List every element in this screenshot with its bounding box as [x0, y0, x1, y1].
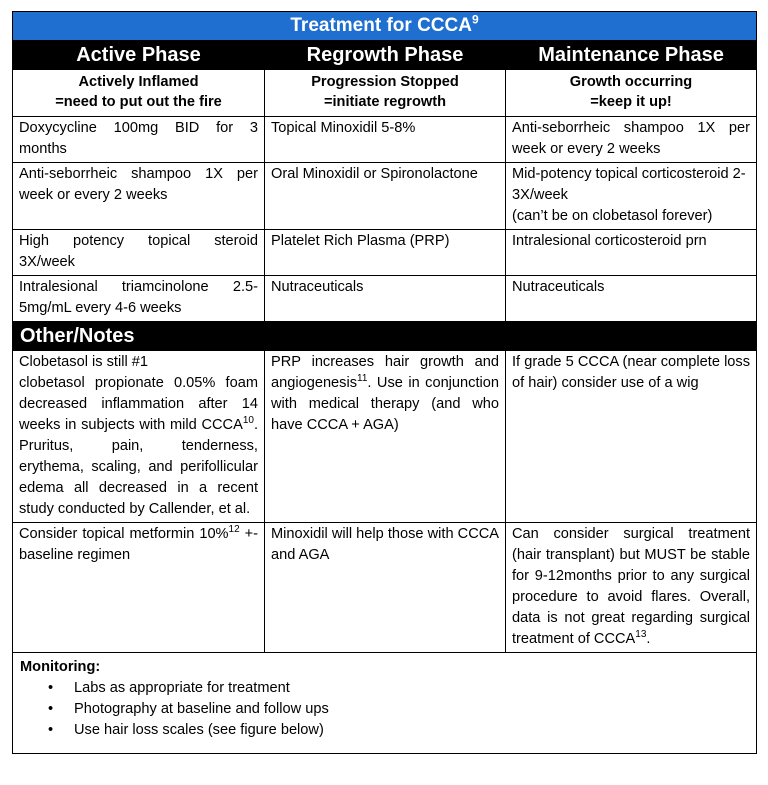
- table-cell: [13, 523, 265, 653]
- monitoring-section: [13, 653, 757, 754]
- cell-text: .: [646, 631, 651, 647]
- table-cell: If grade 5 CCCA (near complete loss of hair) consider use of a wig: [506, 351, 757, 523]
- subheader-line: =need to put out the fire: [55, 94, 222, 110]
- reference-number: 12: [228, 524, 240, 536]
- list-item: • Use hair loss scales (see figure below): [74, 720, 749, 741]
- subheader-regrowth: [265, 70, 506, 117]
- table-title: [13, 12, 757, 41]
- monitoring-heading: Monitoring:: [20, 659, 101, 675]
- subheader-line: Growth occurring: [569, 74, 693, 90]
- table-cell: Intralesional corticosteroid prn: [506, 230, 757, 276]
- phase-header-active: Active Phase: [13, 41, 265, 70]
- table-row: [13, 117, 757, 163]
- table-cell: Anti-seborrheic shampoo 1X per week or every 2 weeks: [506, 117, 757, 163]
- table-cell: Doxycycline 100mg BID for 3 months: [13, 117, 265, 163]
- cell-note: (can’t be on clobetasol forever): [512, 208, 713, 224]
- subheader-line: Actively Inflamed: [78, 74, 199, 90]
- table-cell: [13, 351, 265, 523]
- table-row: [13, 163, 757, 230]
- subheader-maintenance: [506, 70, 757, 117]
- table-row: [13, 230, 757, 276]
- phase-header-regrowth: Regrowth Phase: [265, 41, 506, 70]
- reference-number: 10: [242, 415, 254, 427]
- subheader-line: Progression Stopped: [311, 74, 459, 90]
- list-item: • Photography at baseline and follow ups: [74, 699, 749, 720]
- cell-text: . Use in conjunction with medical therapy (and who have CCCA + AGA): [271, 375, 499, 433]
- title-ref: 9: [471, 12, 479, 27]
- cell-text: +- baseline regimen: [19, 526, 258, 563]
- table-row: [13, 276, 757, 322]
- treatment-table: [12, 11, 757, 754]
- monitoring-list: [20, 678, 749, 741]
- cell-text: Mid-potency topical corticosteroid 2-3X/week: [512, 166, 746, 203]
- phase-header-maintenance: Maintenance Phase: [506, 41, 757, 70]
- subheader-line: =keep it up!: [590, 94, 672, 110]
- cell-text: Clobetasol is still #1: [19, 354, 148, 370]
- table-cell: [265, 351, 506, 523]
- table-cell: Intralesional triamcinolone 2.5-5mg/mL every 4-6 weeks: [13, 276, 265, 322]
- subheader-active: [13, 70, 265, 117]
- reference-number: 13: [635, 629, 647, 641]
- table-cell: Minoxidil will help those with CCCA and AGA: [265, 523, 506, 653]
- table-row: [13, 523, 757, 653]
- table-cell: Oral Minoxidil or Spironolactone: [265, 163, 506, 230]
- table-cell: Nutraceuticals: [506, 276, 757, 322]
- list-item: • Labs as appropriate for treatment: [74, 678, 749, 699]
- cell-text: clobetasol propionate 0.05% foam decreased inflammation after 14 weeks in subjects with mild CCCA: [19, 375, 258, 433]
- table-row: [13, 351, 757, 523]
- reference-number: 11: [357, 373, 368, 385]
- cell-text: Consider topical metformin 10%: [19, 526, 229, 542]
- table-cell: Topical Minoxidil 5-8%: [265, 117, 506, 163]
- other-notes-heading: Other/Notes: [13, 322, 757, 351]
- table-cell: Platelet Rich Plasma (PRP): [265, 230, 506, 276]
- table-cell: Nutraceuticals: [265, 276, 506, 322]
- cell-text: . Pruritus, pain, tenderness, erythema, scaling, and perifollicular edema all decreased in a recent study conducted by Callender, et al.: [19, 417, 258, 517]
- table-cell: Anti-seborrheic shampoo 1X per week or every 2 weeks: [13, 163, 265, 230]
- title-text: Treatment for CCCA: [290, 15, 472, 36]
- table-cell: High potency topical steroid 3X/week: [13, 230, 265, 276]
- subheader-line: =initiate regrowth: [323, 94, 447, 110]
- cell-text: Can consider surgical treatment (hair transplant) but MUST be stable for 9-12months prior to any surgical procedure to avoid flares. Overall, data is not great regarding surgical treatment of CCCA: [512, 526, 751, 647]
- table-cell: [506, 523, 757, 653]
- table-cell: [506, 163, 757, 230]
- cell-text: PRP increases hair growth and angiogenesis: [271, 354, 499, 391]
